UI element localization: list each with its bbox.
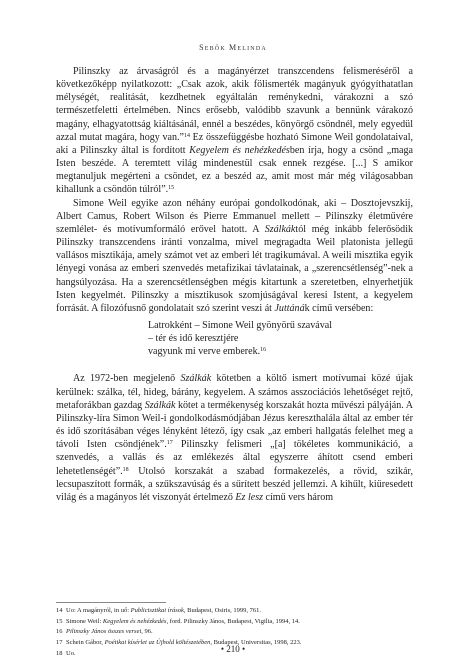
- paragraph: Az 1972-ben megjelenő Szálkák kötetben a költő ismert motívumai közé újak kerülnek: szálka, tél, hideg, bárány, kegyelem. A számos asszociációs lehetőséget rejtő, metaforákban gazdag Szálkák kötet a termékenység korszakát hozta művészi pályáján. A Pilinszky-líra Simon Weil-i gondolkodásmódjában Jézus kereszthalála által az ember tér és idő szorításában véges lényként létező, így csak „az emberi hallgatás felelhet meg a távoli Isten csöndjének”.$^{17}$ Pilinszky felismeri „[a] tökéletes kommunikáció, a szenvedés, a vallás és az emlékezés által egyszerre áhított csend emberi lehetetlenségét”.$^{18}$ Utolsó korszakát a szabad formakezelés, a rövid, szikár, lecsupaszított formák, a szűkszavúság és a sűrített beszéd jellemzi. A kihűlt, kiüresedett világ és a magányos lét viszonyát értelmező Ez lesz című vers három: [56, 373, 414, 503]
- poem-quote: [148, 319, 413, 358]
- footnote-number: 17: [56, 639, 63, 647]
- footnote: [56, 617, 416, 628]
- footnote-text: Pilinszky János összes versei, 96.: [66, 628, 153, 636]
- footnote-number: 14: [56, 607, 63, 614]
- footnote-divider: [56, 602, 166, 603]
- page-number: • 210 •: [220, 644, 246, 654]
- footnote-text: Uo.: [66, 649, 76, 657]
- footnote-number: 16: [56, 628, 63, 636]
- footnote-text: Simone Weil: Kegyelem és nehézkedés, ford. Pilinszky János, Budapest, Vigilia, 1994, 14.: [66, 617, 300, 625]
- footnote: [56, 627, 416, 638]
- paragraph: Simone Weil egyike azon néhány európai gondolkodónak, aki – Dosztojevszkij, Albert Camus, Robert Wilson és Pierre Emmanuel mellett – Pilinszky életművére szemlélet- és motívumformáló erővel hatott. A Szálkáktól még inkább felerősödik Pilinszky transzcendens iránti vonzalma, mivel megragadta Weil platonista jellegű vallásos misztikája, amely számot vet az emberi lét tragikumával. A weili misztika egyik lényegi vonása az emberi szenvedés metafizikai távlatainak, a „szerencsétlenség”-nek a hangsúlyozása. Ha a szerencsétlenségben mégis kitartunk a szeretetben, elnyerhetjük Isten kegyelmét. Pilinszky a misztikusok szomjúságával keresi Istent, a kegyelem forrását. A filozófusnő gondolatait szó szerint veszi át Juttánák című versében:: [56, 197, 414, 314]
- running-header: Sebők Melinda: [199, 43, 267, 52]
- footnote-number: 18: [56, 649, 63, 657]
- footnote: [56, 606, 416, 617]
- poem-line: vagyunk mi verve emberek.$^{16}$: [148, 346, 267, 358]
- poem-line: Latrokként – Simone Weil gyönyörű szavával: [148, 319, 332, 331]
- paragraph: Pilinszky az árvaságról és a magányérzet transzcendens felismeréséről a következőképp nyilatkozott: „Csak azok, akik fölismerték magányuk gyógyíthatatlan mélységét, realitását, kezdhetnek egyáltalán reménykedni, várakozni a szó természetfeletti értelmében. Nincs erősebb, valódibb szavunk a bennünk várakozó magány, elhagyatottság kiáltásánál, ennél a beszédes, könyörgő csöndnél, mely egyedül azzal mutat magára, hogy van.”$^{14}$ Ez összefüggésbe hozható Simone Weil gondolataival, aki a Pilinszky által is fordított Kegyelem és nehézkedésben írja, hogy a csönd „maga Isten beszéde. A teremtett világ mindenestül csak ennek rezgése. [...] S amikor megtanuljuk megérteni a csöndet, ez a beszéd az, amit most már még világosabban kihallunk a csöndön túlról”.$^{15}$: [56, 66, 414, 196]
- poem-line: – tér és idő keresztjére: [148, 333, 239, 345]
- footnote-text: Uo: A magányról, in uő: Publicisztikai írások, Budapest, Osiris, 1999, 761.: [66, 607, 262, 614]
- footnote-text: Schein Gábor, Poétikai kísérlet az Újhold költészetében, Budapest, Universitas, 1998, 223.: [66, 639, 302, 647]
- footnote-number: 15: [56, 617, 63, 625]
- body-text: [56, 65, 413, 504]
